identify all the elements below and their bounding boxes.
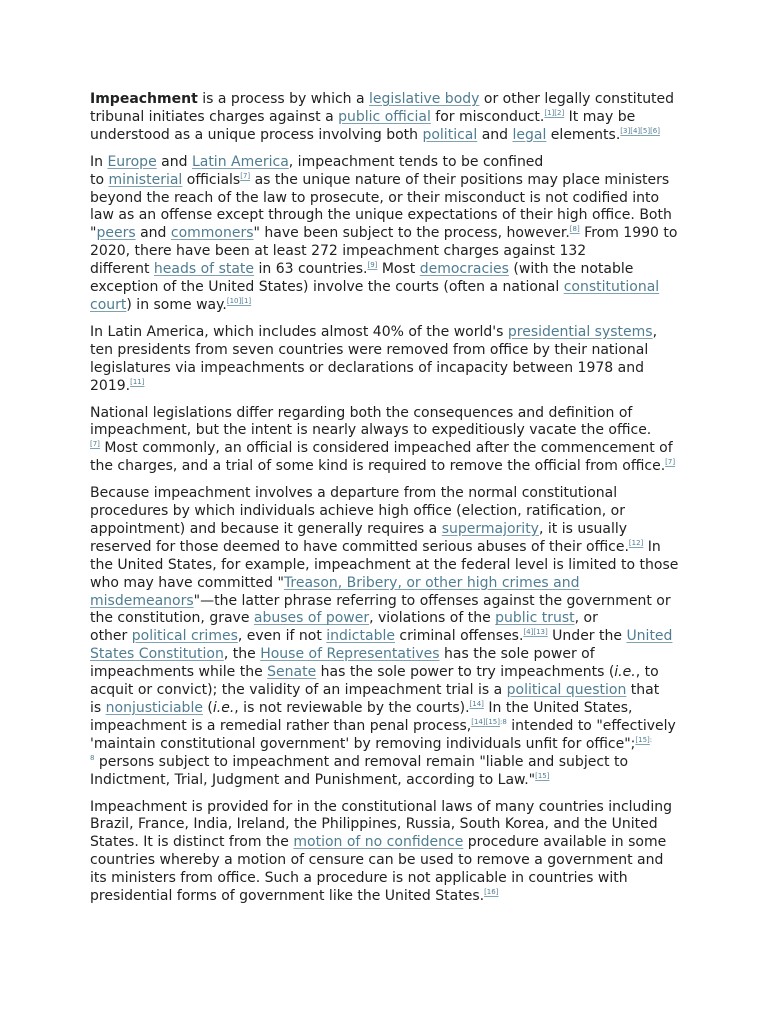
body-text: , violations of the bbox=[369, 610, 496, 627]
citation-link[interactable]: [7] bbox=[665, 458, 676, 467]
citation-link[interactable]: [12] bbox=[628, 538, 644, 547]
wiki-link[interactable]: presidential systems bbox=[507, 323, 653, 340]
body-text: , impeachment tends to be confined bbox=[288, 153, 544, 170]
page-reference-group bbox=[500, 718, 507, 726]
citation-link[interactable]: [3] bbox=[620, 126, 631, 135]
body-text: and bbox=[156, 153, 192, 170]
body-text: In the United States, impeachment is a remedial rather than penal process, bbox=[90, 700, 633, 734]
body-text: , it is usually reserved for those deemed to have committed serious abuses of their office. bbox=[90, 520, 629, 555]
body-text: In Latin America, which includes almost 40% of the world's bbox=[90, 323, 508, 340]
wiki-link[interactable]: supermajority bbox=[441, 520, 539, 537]
body-text: (with the notable exception of the United States) involve the courts (often a national bbox=[90, 261, 634, 296]
citation-link[interactable]: [1] bbox=[544, 108, 555, 117]
citation-group bbox=[535, 772, 549, 780]
body-text: National legislations differ regarding both the consequences and definition of impeachment, but the intent is nearly always to expeditiously vacate the office. bbox=[90, 404, 652, 439]
citation-link[interactable]: [8] bbox=[569, 225, 580, 234]
wiki-link[interactable]: nonjusticiable bbox=[105, 700, 203, 716]
citation-link[interactable]: [4] bbox=[630, 126, 641, 135]
wiki-link[interactable]: Latin America bbox=[191, 153, 289, 170]
body-text: From 1990 to 2020, there have been at least 272 impeachment charges against 132 bbox=[90, 225, 678, 260]
body-text: , even if not bbox=[237, 628, 327, 645]
body-text: , or bbox=[574, 610, 598, 627]
article-subject: Impeachment bbox=[90, 91, 198, 107]
citation-group bbox=[544, 109, 564, 117]
citation-link[interactable]: [11] bbox=[130, 377, 145, 386]
citation-link[interactable]: [1] bbox=[241, 296, 252, 305]
wiki-link[interactable]: indictable bbox=[326, 628, 395, 645]
citation-group bbox=[635, 736, 649, 744]
body-text: for misconduct. bbox=[430, 108, 545, 125]
citation-link[interactable]: [5] bbox=[640, 126, 651, 135]
body-text: , ten presidents from seven countries were removed from office by their national legislatures via impeachments or declarations of incapacity between 1978 and 2019. bbox=[90, 323, 658, 394]
citation-link[interactable]: [10] bbox=[226, 296, 242, 305]
page-reference-group bbox=[650, 736, 652, 744]
paragraph bbox=[90, 799, 680, 906]
wiki-link[interactable]: public official bbox=[338, 108, 431, 125]
body-text: ( bbox=[202, 700, 213, 716]
page-reference: :8 bbox=[499, 717, 507, 726]
wiki-link[interactable]: peers bbox=[96, 225, 136, 242]
wiki-link[interactable]: ministerial bbox=[108, 171, 183, 188]
body-text: officials bbox=[182, 171, 241, 188]
citation-link[interactable]: [9] bbox=[367, 261, 378, 270]
wiki-link[interactable]: constitutional court bbox=[90, 279, 660, 313]
body-text: elements. bbox=[546, 126, 621, 143]
body-text: Most bbox=[377, 261, 420, 278]
citation-group bbox=[629, 539, 643, 547]
citation-link[interactable]: [7] bbox=[240, 171, 251, 180]
body-text: different bbox=[90, 261, 154, 278]
body-text: intended to "effectively 'maintain constitutional government' by removing individuals unfit for office"; bbox=[90, 717, 676, 752]
citation-group bbox=[471, 718, 500, 726]
body-text: In the United States, for example, impeachment at the federal level is limited to those who may have committed " bbox=[90, 538, 679, 591]
body-text: and bbox=[135, 225, 171, 242]
paragraph bbox=[90, 405, 680, 477]
citation-group bbox=[523, 628, 547, 636]
body-text: procedure available in some countries whereby a motion of censure can be used to remove a government and its ministers from office. Such a procedure is not applicable in countries with presidential forms of government like the United States. bbox=[90, 834, 667, 905]
body-text: or other legally constituted tribunal initiates charges against a bbox=[90, 91, 675, 125]
body-text: ) in some way. bbox=[126, 296, 227, 313]
wiki-link[interactable]: legislative body bbox=[369, 91, 480, 107]
citation-link[interactable]: [15] bbox=[635, 735, 650, 744]
body-text: and bbox=[477, 126, 513, 143]
body-text: In bbox=[90, 153, 108, 170]
wiki-link[interactable]: political bbox=[422, 126, 478, 143]
paragraph bbox=[90, 91, 680, 145]
body-text: is bbox=[90, 700, 106, 716]
body-text: Under the bbox=[547, 628, 627, 645]
article-body bbox=[90, 91, 680, 915]
citation-link[interactable]: [15] bbox=[535, 771, 550, 780]
wiki-link[interactable]: Senate bbox=[267, 664, 317, 681]
citation-link[interactable]: [2] bbox=[554, 108, 565, 117]
body-text: , to acquit or convict); the validity of an impeachment trial is a bbox=[90, 664, 659, 699]
body-text: other bbox=[90, 628, 132, 645]
wiki-link[interactable]: Treason, Bribery, or other high crimes and misdemeanors bbox=[90, 574, 580, 609]
wiki-link[interactable]: motion of no confidence bbox=[293, 834, 464, 851]
body-text: has the sole power of impeachments while the bbox=[90, 646, 595, 681]
body-text: Impeachment is provided for in the constitutional laws of many countries including Brazil, France, India, Ireland, the Philippines, Russia, South Korea, and the United States. It is distinct from the bbox=[90, 798, 672, 851]
wiki-link[interactable]: legal bbox=[512, 126, 547, 143]
body-text: "—the latter phrase referring to offenses against the government or the constitution, grave bbox=[90, 592, 671, 627]
citation-link[interactable]: [14] bbox=[469, 700, 484, 708]
citation-group bbox=[665, 458, 675, 466]
wiki-link[interactable]: political crimes bbox=[131, 628, 238, 645]
body-text: as the unique nature of their positions may place ministers beyond the reach of the law to prosecute, or their misconduct is not codified into law as an offense except through the unique expectations of their high office. Both " bbox=[90, 171, 672, 242]
body-text: Because impeachment involves a departure from the normal constitutional procedures by which individuals achieve high office (election, ratification, or appointment) and because it generally requires a bbox=[90, 485, 625, 537]
paragraph bbox=[90, 324, 680, 396]
wiki-link[interactable]: democracies bbox=[419, 261, 509, 278]
body-text: that bbox=[626, 682, 660, 699]
body-text: has the sole power to try impeachments ( bbox=[316, 664, 615, 681]
wiki-link[interactable]: heads of state bbox=[153, 261, 255, 278]
wiki-link[interactable]: public trust bbox=[495, 610, 575, 627]
body-text: is a process by which a bbox=[197, 91, 370, 107]
citation-link[interactable]: [6] bbox=[650, 126, 660, 135]
body-text: " have been subject to the process, however. bbox=[253, 225, 570, 242]
wiki-link[interactable]: House of Representatives bbox=[260, 646, 440, 663]
italic-text: i.e. bbox=[212, 700, 235, 716]
citation-group bbox=[90, 440, 100, 448]
body-text: , is not reviewable by the courts). bbox=[234, 700, 470, 716]
citation-group bbox=[367, 261, 377, 269]
page-reference: 8 bbox=[90, 753, 95, 762]
wiki-link[interactable]: abuses of power bbox=[253, 610, 370, 627]
body-text: , the bbox=[223, 646, 261, 663]
body-text: Most commonly, an official is considered impeached after the commencement of the charges, and a trial of some kind is required to remove the official from office. bbox=[90, 440, 673, 475]
citation-group bbox=[227, 297, 251, 305]
paragraph bbox=[90, 154, 680, 315]
citation-group bbox=[570, 225, 580, 233]
wiki-link[interactable]: political question bbox=[506, 682, 627, 699]
citation-link[interactable]: [13] bbox=[533, 628, 548, 637]
citation-link[interactable]: [7] bbox=[90, 440, 100, 449]
wiki-link[interactable]: Europe bbox=[107, 153, 157, 170]
body-text: It may be understood as a unique process involving both bbox=[90, 108, 636, 143]
citation-group bbox=[620, 127, 660, 135]
citation-link[interactable]: [16] bbox=[484, 888, 499, 897]
citation-group bbox=[240, 172, 250, 180]
citation-group bbox=[470, 700, 484, 708]
citation-link[interactable]: [4] bbox=[523, 628, 534, 637]
body-text: persons subject to impeachment and removal remain "liable and subject to Indictment, Trial, Judgment and Punishment, according to Law." bbox=[90, 753, 629, 788]
body-text: criminal offenses. bbox=[394, 628, 524, 645]
wiki-link[interactable]: commoners bbox=[170, 225, 254, 242]
wiki-link[interactable]: United States Constitution bbox=[90, 628, 673, 663]
page-reference: : bbox=[649, 735, 653, 744]
italic-text: i.e. bbox=[614, 664, 636, 681]
body-text: to bbox=[90, 171, 109, 188]
citation-link[interactable]: [15] bbox=[485, 717, 500, 726]
body-text: in 63 countries. bbox=[254, 261, 368, 278]
citation-link[interactable]: [14] bbox=[471, 717, 486, 726]
citation-group bbox=[130, 378, 144, 386]
citation-group bbox=[484, 888, 498, 896]
paragraph bbox=[90, 485, 680, 789]
